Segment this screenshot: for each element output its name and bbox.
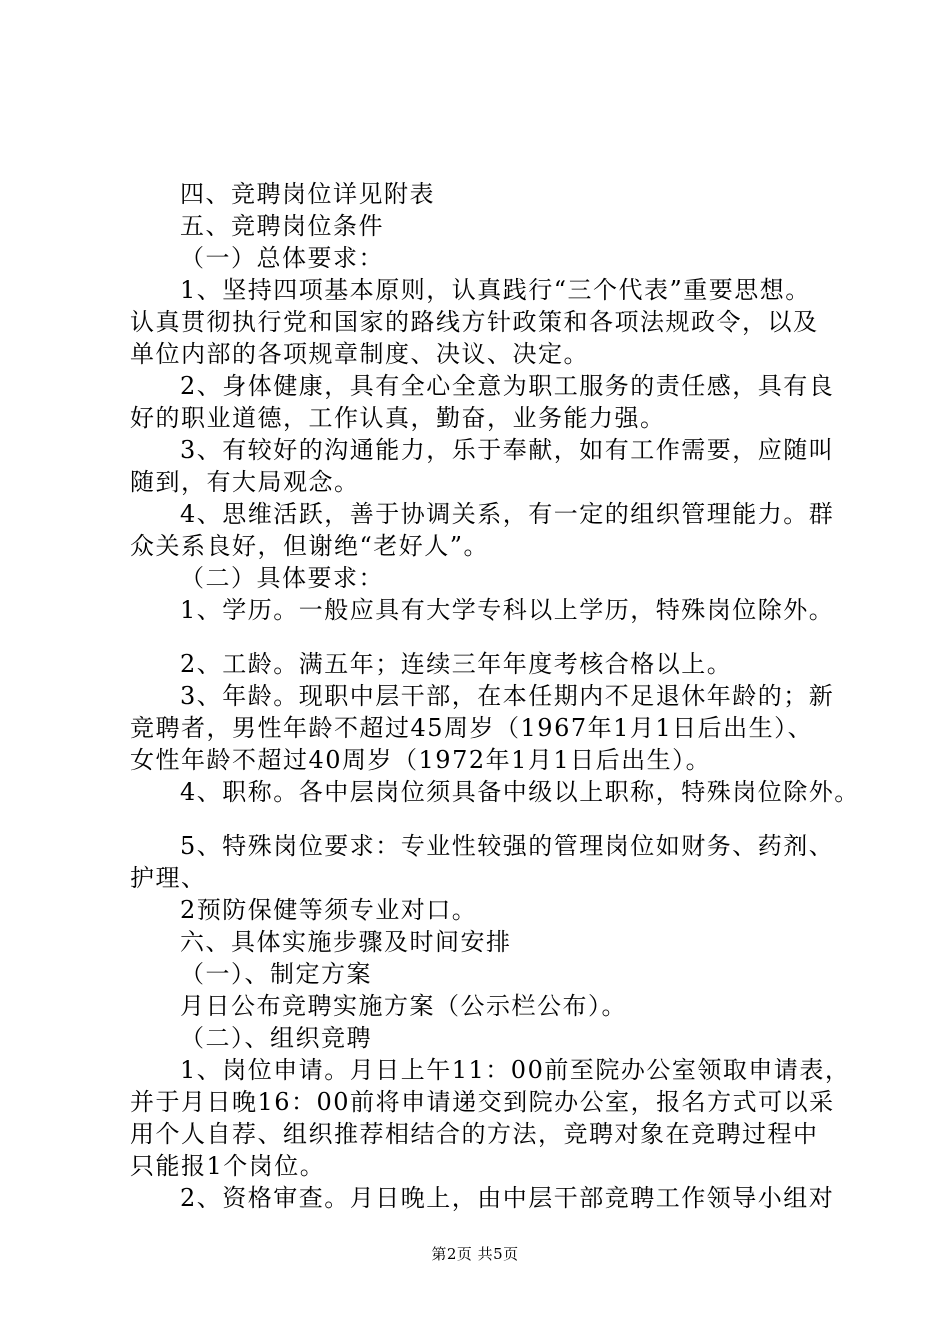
- paragraph-line: 并于月日晚16：00前将申请递交到院办公室，报名方式可以采: [130, 1088, 835, 1116]
- paragraph-line: 2、资格审查。月日晚上，由中层干部竞聘工作领导小组对: [180, 1184, 835, 1212]
- paragraph-line: 1、学历。一般应具有大学专科以上学历，特殊岗位除外。: [180, 596, 835, 624]
- heading-section-4: 四、竞聘岗位详见附表: [180, 180, 435, 208]
- paragraph-line: 4、职称。各中层岗位须具备中级以上职称，特殊岗位除外。: [180, 778, 860, 806]
- paragraph-line: 1、坚持四项基本原则，认真践行“三个代表”重要思想。: [180, 276, 811, 304]
- heading-section-5: 五、竞聘岗位条件: [180, 212, 384, 240]
- paragraph-line: 3、年龄。现职中层干部，在本任期内不足退休年龄的；新: [180, 682, 835, 710]
- paragraph-line: 护理、: [130, 864, 207, 892]
- paragraph-line: 3、有较好的沟通能力，乐于奉献，如有工作需要，应随叫: [180, 436, 835, 464]
- paragraph-line: 1、岗位申请。月日上午11：00前至院办公室领取申请表，: [180, 1056, 851, 1084]
- paragraph-line: 2预防保健等须专业对口。: [180, 896, 478, 924]
- subheading-make-plan: （一）、制定方案: [180, 960, 372, 988]
- paragraph-line: 竞聘者，男性年龄不超过45周岁（1967年1月1日后出生）、: [130, 714, 814, 742]
- paragraph-line: 众关系良好，但谢绝“老好人”。: [130, 532, 490, 560]
- subheading-organize-competition: （二）、组织竞聘: [180, 1024, 372, 1052]
- paragraph-line: 2、工龄。满五年；连续三年年度考核合格以上。: [180, 650, 733, 678]
- subheading-specific-requirements: （二）具体要求：: [180, 564, 384, 592]
- paragraph-line: 2、身体健康，具有全心全意为职工服务的责任感，具有良: [180, 372, 835, 400]
- paragraph-line: 女性年龄不超过40周岁（1972年1月1日后出生）。: [130, 746, 712, 774]
- paragraph-line: 认真贯彻执行党和国家的路线方针政策和各项法规政令，以及: [130, 308, 819, 336]
- paragraph-line: 5、特殊岗位要求：专业性较强的管理岗位如财务、药剂、: [180, 832, 835, 860]
- page-footer: 第2页 共5页: [431, 1245, 519, 1263]
- subheading-general-requirements: （一）总体要求：: [180, 244, 384, 272]
- paragraph-line: 4、思维活跃，善于协调关系，有一定的组织管理能力。群: [180, 500, 835, 528]
- paragraph-line: 好的职业道德，工作认真，勤奋，业务能力强。: [130, 404, 666, 432]
- heading-section-6: 六、具体实施步骤及时间安排: [180, 928, 512, 956]
- paragraph-line: 单位内部的各项规章制度、决议、决定。: [130, 340, 589, 368]
- paragraph-line: 随到，有大局观念。: [130, 468, 360, 496]
- paragraph-line: 只能报1个岗位。: [130, 1152, 326, 1180]
- paragraph-line: 用个人自荐、组织推荐相结合的方法，竞聘对象在竞聘过程中: [130, 1120, 819, 1148]
- paragraph-line: 月日公布竞聘实施方案（公示栏公布）。: [180, 992, 627, 1020]
